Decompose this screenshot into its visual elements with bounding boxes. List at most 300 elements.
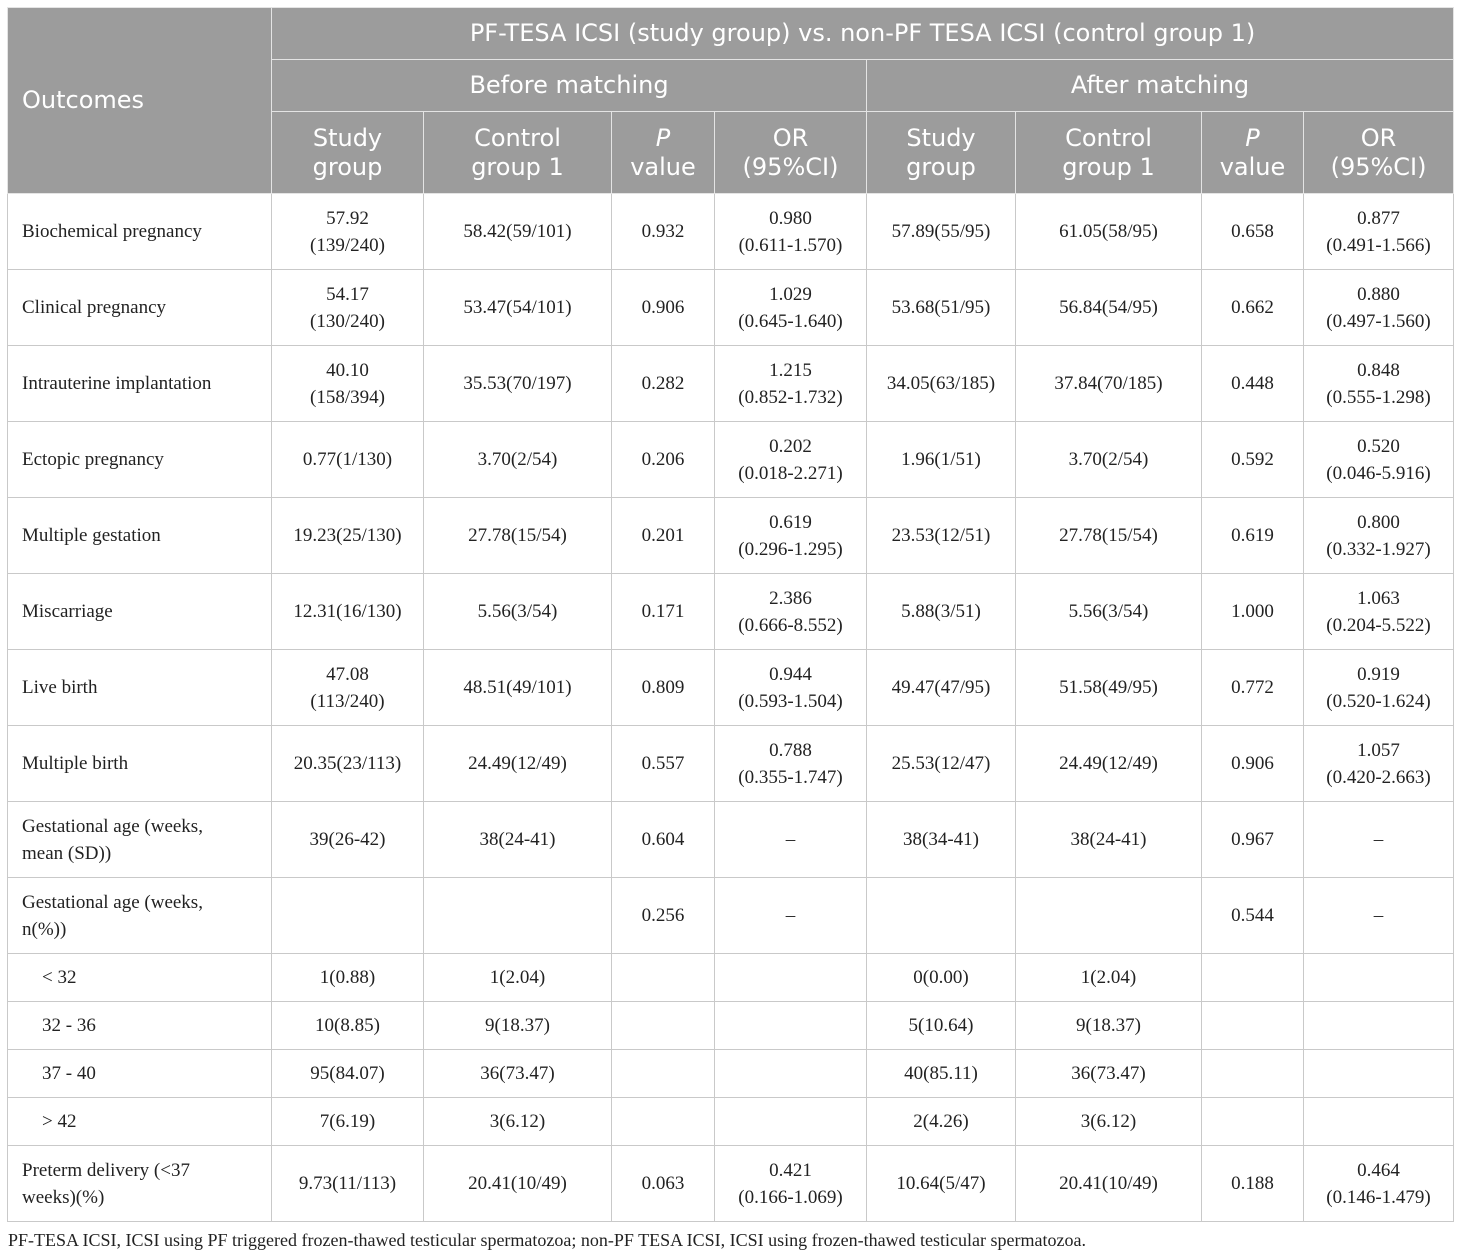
row-label: [8, 1098, 272, 1146]
cell-control-before: [424, 574, 612, 650]
cell-control-before: [424, 1002, 612, 1050]
cell-text: 0.919: [1357, 663, 1400, 685]
table-row: [8, 1002, 1454, 1050]
cell-text: 2.386: [769, 587, 812, 609]
cell-text: n(%)): [22, 918, 67, 940]
cell-study-before: [272, 574, 424, 650]
cell-text: 53.68(51/95): [891, 297, 991, 318]
cell-text: 1(0.88): [319, 967, 376, 988]
header-outcomes: Outcomes: [8, 8, 272, 194]
cell-text: 51.58(49/95): [1059, 677, 1158, 698]
cell-text: 0.658: [1231, 221, 1274, 242]
cell-text: 0(0.00): [913, 967, 969, 988]
row-label: [8, 1146, 272, 1222]
cell-text: 2(4.26): [913, 1111, 969, 1132]
cell-text: 20.41(10/49): [1059, 1173, 1158, 1194]
cell-text: 20.35(23/113): [293, 753, 402, 774]
cell-p-value-before: [612, 954, 715, 1002]
cell-text: 53.47(54/101): [463, 297, 572, 318]
row-label: [8, 574, 272, 650]
row-label: [8, 270, 272, 346]
cell-text: Multiple birth: [22, 753, 129, 774]
cell-text: 3(6.12): [489, 1111, 546, 1132]
cell-control-before: [424, 194, 612, 270]
header-or-after: OR (95%CI): [1304, 112, 1454, 194]
cell-or-after: [1304, 574, 1454, 650]
cell-study-after: [867, 1098, 1016, 1146]
cell-control-after: [1016, 802, 1202, 878]
cell-text: –: [1373, 905, 1384, 926]
cell-text: 1.063: [1357, 587, 1400, 609]
row-label: [8, 954, 272, 1002]
row-label: [8, 726, 272, 802]
cell-or-after: [1304, 878, 1454, 954]
cell-text: 0.520: [1357, 435, 1400, 457]
cell-text: 0.201: [641, 525, 685, 546]
cell-text: 10.64(5/47): [896, 1173, 986, 1194]
cell-p-value-before: [612, 346, 715, 422]
cell-or-before: [715, 650, 867, 726]
cell-text: 61.05(58/95): [1059, 221, 1158, 242]
cell-text: (0.666-8.552): [738, 614, 843, 636]
cell-text: 24.49(12/49): [1059, 753, 1158, 774]
cell-p-value-after: [1202, 878, 1304, 954]
cell-text: Gestational age (weeks,: [22, 891, 203, 913]
cell-control-after: [1016, 346, 1202, 422]
cell-text: (0.046-5.916): [1326, 462, 1431, 484]
header-or-before: OR (95%CI): [715, 112, 867, 194]
cell-control-before: [424, 1098, 612, 1146]
cell-p-value-before: [612, 422, 715, 498]
table-row: [8, 1098, 1454, 1146]
cell-control-before: [424, 1146, 612, 1222]
cell-p-value-before: [612, 1002, 715, 1050]
cell-control-after: [1016, 650, 1202, 726]
cell-p-value-after: [1202, 574, 1304, 650]
cell-text: 48.51(49/101): [463, 677, 572, 698]
cell-or-after: [1304, 194, 1454, 270]
cell-text: < 32: [42, 967, 77, 988]
cell-p-value-before: [612, 802, 715, 878]
cell-study-before: [272, 726, 424, 802]
cell-or-before: [715, 726, 867, 802]
cell-text: 0.880: [1357, 283, 1400, 305]
cell-study-before: [272, 1098, 424, 1146]
cell-p-value-after: [1202, 954, 1304, 1002]
cell-or-before: [715, 346, 867, 422]
cell-p-value-before: [612, 1098, 715, 1146]
cell-text: 0.592: [1231, 449, 1274, 470]
cell-text: 54.17: [326, 283, 369, 305]
cell-text: 35.53(70/197): [463, 373, 572, 394]
cell-control-before: [424, 422, 612, 498]
cell-text: 1.000: [1231, 601, 1274, 622]
cell-p-value-before: [612, 194, 715, 270]
cell-text: 0.848: [1357, 359, 1400, 381]
cell-text: 3.70(2/54): [477, 449, 558, 470]
cell-p-value-after: [1202, 498, 1304, 574]
cell-text: (0.018-2.271): [738, 462, 843, 484]
cell-text: 58.42(59/101): [463, 221, 572, 242]
table-body: [8, 194, 1454, 1222]
cell-study-before: [272, 802, 424, 878]
cell-control-before: [424, 498, 612, 574]
table-row: [8, 802, 1454, 878]
header-after-matching: After matching: [867, 60, 1454, 112]
cell-text: (113/240): [310, 690, 385, 712]
cell-text: 5.88(3/51): [901, 601, 981, 622]
cell-text: 3.70(2/54): [1068, 449, 1149, 470]
cell-text: 27.78(15/54): [1059, 525, 1158, 546]
table-row: [8, 954, 1454, 1002]
row-label: [8, 422, 272, 498]
header-control-group-before: Control group 1: [424, 112, 612, 194]
cell-control-after: [1016, 726, 1202, 802]
table-row: [8, 1050, 1454, 1098]
cell-control-before: [424, 346, 612, 422]
cell-text: 0.464: [1357, 1159, 1400, 1181]
cell-control-after: [1016, 1002, 1202, 1050]
cell-or-before: [715, 1002, 867, 1050]
cell-or-before: [715, 1098, 867, 1146]
row-label: [8, 1002, 272, 1050]
cell-study-after: [867, 574, 1016, 650]
cell-text: 3(6.12): [1080, 1111, 1137, 1132]
cell-text: 1.057: [1357, 739, 1400, 761]
cell-text: 0.788: [769, 739, 812, 761]
cell-p-value-after: [1202, 802, 1304, 878]
cell-text: 0.448: [1231, 373, 1274, 394]
cell-text: 0.421: [769, 1159, 812, 1181]
cell-or-after: [1304, 954, 1454, 1002]
cell-text: Ectopic pregnancy: [22, 449, 164, 470]
cell-text: 0.944: [769, 663, 812, 685]
cell-study-before: [272, 270, 424, 346]
cell-control-before: [424, 270, 612, 346]
cell-study-after: [867, 726, 1016, 802]
table-row: [8, 194, 1454, 270]
cell-text: 0.800: [1357, 511, 1400, 533]
outcomes-table: [7, 7, 1454, 1222]
cell-p-value-before: [612, 726, 715, 802]
cell-study-after: [867, 1146, 1016, 1222]
cell-text: 0.809: [641, 677, 685, 698]
cell-p-value-before: [612, 270, 715, 346]
cell-text: 5(10.64): [908, 1015, 974, 1036]
cell-text: 57.92: [326, 207, 369, 229]
cell-text: 25.53(12/47): [891, 753, 991, 774]
cell-or-before: [715, 270, 867, 346]
cell-or-after: [1304, 726, 1454, 802]
cell-text: 47.08: [326, 663, 369, 685]
cell-p-value-before: [612, 878, 715, 954]
row-label: [8, 498, 272, 574]
cell-text: Preterm delivery (<37: [22, 1159, 190, 1181]
cell-p-value-after: [1202, 650, 1304, 726]
header-control-group-after: Control group 1: [1016, 112, 1202, 194]
cell-text: 38(24-41): [1070, 829, 1147, 850]
cell-study-after: [867, 498, 1016, 574]
cell-text: 38(34-41): [903, 829, 979, 850]
cell-text: 1.96(1/51): [901, 449, 981, 470]
cell-text: Gestational age (weeks,: [22, 815, 203, 837]
cell-p-value-after: [1202, 194, 1304, 270]
header-p-value-before: P value: [612, 112, 715, 194]
cell-or-after: [1304, 1098, 1454, 1146]
cell-text: 7(6.19): [319, 1111, 376, 1132]
cell-study-after: [867, 802, 1016, 878]
cell-text: 12.31(16/130): [293, 601, 402, 622]
cell-text: 1.215: [769, 359, 812, 381]
cell-text: (0.645-1.640): [738, 310, 843, 332]
cell-study-after: [867, 422, 1016, 498]
cell-or-before: [715, 498, 867, 574]
header-study-group-before: Study group: [272, 112, 424, 194]
table-row: [8, 346, 1454, 422]
cell-p-value-after: [1202, 346, 1304, 422]
cell-or-before: [715, 954, 867, 1002]
table-row: [8, 422, 1454, 498]
cell-study-after: [867, 878, 1016, 954]
cell-control-after: [1016, 954, 1202, 1002]
cell-text: 0.604: [641, 829, 685, 850]
cell-text: 0.877: [1357, 207, 1400, 229]
cell-study-before: [272, 498, 424, 574]
cell-text: (0.420-2.663): [1326, 766, 1431, 788]
cell-text: –: [1373, 829, 1384, 850]
cell-text: (0.520-1.624): [1326, 690, 1431, 712]
cell-p-value-before: [612, 1050, 715, 1098]
cell-text: (0.497-1.560): [1326, 310, 1431, 332]
cell-text: 32 - 36: [42, 1015, 96, 1036]
cell-text: mean (SD)): [22, 842, 112, 864]
cell-p-value-after: [1202, 1146, 1304, 1222]
cell-or-after: [1304, 1002, 1454, 1050]
cell-or-after: [1304, 802, 1454, 878]
cell-text: 39(26-42): [309, 829, 386, 850]
cell-control-after: [1016, 1146, 1202, 1222]
cell-study-before: [272, 194, 424, 270]
cell-text: 0.171: [641, 601, 685, 622]
cell-p-value-after: [1202, 1002, 1304, 1050]
cell-text: 37 - 40: [42, 1063, 96, 1084]
cell-or-before: [715, 574, 867, 650]
cell-text: (130/240): [310, 310, 385, 332]
cell-p-value-after: [1202, 726, 1304, 802]
cell-text: 9(18.37): [485, 1015, 550, 1036]
cell-control-after: [1016, 1050, 1202, 1098]
cell-text: 23.53(12/51): [891, 525, 991, 546]
cell-or-after: [1304, 270, 1454, 346]
cell-text: 0.206: [641, 449, 685, 470]
cell-study-after: [867, 1050, 1016, 1098]
cell-text: 0.202: [769, 435, 812, 457]
table-row: [8, 498, 1454, 574]
cell-study-before: [272, 954, 424, 1002]
cell-text: Live birth: [22, 677, 98, 698]
row-label: [8, 802, 272, 878]
cell-control-after: [1016, 270, 1202, 346]
cell-p-value-before: [612, 574, 715, 650]
cell-text: 49.47(47/95): [891, 677, 991, 698]
cell-control-after: [1016, 1098, 1202, 1146]
cell-or-after: [1304, 1050, 1454, 1098]
cell-study-before: [272, 878, 424, 954]
cell-or-after: [1304, 346, 1454, 422]
cell-control-after: [1016, 574, 1202, 650]
cell-text: 0.619: [769, 511, 812, 533]
cell-control-after: [1016, 422, 1202, 498]
cell-text: 19.23(25/130): [293, 525, 402, 546]
cell-control-before: [424, 650, 612, 726]
cell-text: 1.029: [769, 283, 812, 305]
cell-study-after: [867, 270, 1016, 346]
cell-text: (0.355-1.747): [738, 766, 843, 788]
cell-study-before: [272, 650, 424, 726]
cell-study-after: [867, 650, 1016, 726]
cell-text: 20.41(10/49): [468, 1173, 567, 1194]
table-row: [8, 650, 1454, 726]
table-row: [8, 574, 1454, 650]
cell-text: 34.05(63/185): [886, 373, 996, 394]
cell-text: (0.611-1.570): [738, 234, 843, 256]
cell-or-before: [715, 1050, 867, 1098]
cell-or-before: [715, 194, 867, 270]
cell-text: 36(73.47): [480, 1063, 555, 1084]
cell-text: 0.063: [641, 1173, 685, 1194]
cell-text: 0.619: [1231, 525, 1274, 546]
cell-text: 0.662: [1231, 297, 1274, 318]
cell-text: 1(2.04): [489, 967, 546, 988]
cell-text: 0.544: [1231, 905, 1274, 926]
cell-text: 56.84(54/95): [1059, 297, 1158, 318]
cell-text: 5.56(3/54): [477, 601, 558, 622]
cell-text: (0.296-1.295): [738, 538, 843, 560]
cell-text: Intrauterine implantation: [22, 373, 212, 394]
cell-text: 10(8.85): [315, 1015, 380, 1036]
cell-control-after: [1016, 194, 1202, 270]
cell-text: –: [785, 905, 796, 926]
cell-text: (0.166-1.069): [738, 1186, 843, 1208]
row-label: [8, 194, 272, 270]
cell-control-before: [424, 802, 612, 878]
cell-control-before: [424, 954, 612, 1002]
cell-text: 0.906: [1231, 753, 1274, 774]
cell-text: (0.555-1.298): [1326, 386, 1431, 408]
cell-p-value-after: [1202, 270, 1304, 346]
cell-or-before: [715, 1146, 867, 1222]
cell-text: weeks)(%): [22, 1186, 105, 1208]
cell-text: 0.932: [641, 221, 685, 242]
cell-text: 0.77(1/130): [302, 449, 393, 470]
header-before-matching: Before matching: [272, 60, 867, 112]
table-footnote: PF-TESA ICSI, ICSI using PF triggered frozen-thawed testicular spermatozoa; non-PF TESA ICSI, ICSI using frozen-thawed testicular spermatozoa.: [8, 1230, 1086, 1250]
cell-or-after: [1304, 422, 1454, 498]
cell-control-before: [424, 878, 612, 954]
cell-text: 0.188: [1231, 1173, 1274, 1194]
cell-or-after: [1304, 650, 1454, 726]
header-p-value-after: P value: [1202, 112, 1304, 194]
cell-text: (158/394): [310, 386, 385, 408]
cell-text: (0.332-1.927): [1326, 538, 1431, 560]
row-label: [8, 346, 272, 422]
cell-study-before: [272, 1050, 424, 1098]
cell-control-before: [424, 1050, 612, 1098]
cell-study-after: [867, 954, 1016, 1002]
cell-text: (0.146-1.479): [1326, 1186, 1431, 1208]
cell-text: Biochemical pregnancy: [22, 221, 202, 242]
cell-study-before: [272, 1002, 424, 1050]
cell-or-after: [1304, 498, 1454, 574]
cell-text: 36(73.47): [1071, 1063, 1146, 1084]
cell-text: (139/240): [310, 234, 385, 256]
cell-or-before: [715, 422, 867, 498]
cell-text: Multiple gestation: [22, 525, 161, 546]
cell-text: 0.906: [641, 297, 685, 318]
cell-text: Clinical pregnancy: [22, 297, 167, 318]
cell-text: 9.73(11/113): [298, 1173, 397, 1194]
cell-text: 38(24-41): [479, 829, 556, 850]
cell-text: 0.282: [641, 373, 685, 394]
table-row: [8, 726, 1454, 802]
cell-text: (0.204-5.522): [1326, 614, 1431, 636]
cell-p-value-before: [612, 498, 715, 574]
row-label: [8, 878, 272, 954]
cell-or-before: [715, 878, 867, 954]
header-study-group-after: Study group: [867, 112, 1016, 194]
cell-study-after: [867, 194, 1016, 270]
cell-text: 27.78(15/54): [468, 525, 567, 546]
cell-text: –: [785, 829, 796, 850]
cell-text: 57.89(55/95): [891, 221, 991, 242]
cell-text: (0.852-1.732): [738, 386, 843, 408]
cell-text: 5.56(3/54): [1068, 601, 1149, 622]
cell-control-before: [424, 726, 612, 802]
cell-text: 0.256: [641, 905, 685, 926]
cell-text: 1(2.04): [1080, 967, 1137, 988]
header-group-title: PF-TESA ICSI (study group) vs. non-PF TESA ICSI (control group 1): [272, 8, 1454, 60]
cell-p-value-after: [1202, 422, 1304, 498]
cell-text: 0.557: [641, 753, 685, 774]
cell-control-after: [1016, 498, 1202, 574]
cell-p-value-before: [612, 1146, 715, 1222]
table-row: [8, 878, 1454, 954]
cell-or-after: [1304, 1146, 1454, 1222]
cell-study-after: [867, 346, 1016, 422]
cell-text: > 42: [42, 1111, 77, 1132]
cell-p-value-after: [1202, 1098, 1304, 1146]
cell-text: (0.593-1.504): [738, 690, 843, 712]
cell-p-value-before: [612, 650, 715, 726]
table-header: [8, 8, 1454, 194]
cell-text: 95(84.07): [310, 1063, 385, 1084]
cell-study-before: [272, 1146, 424, 1222]
cell-study-before: [272, 346, 424, 422]
cell-text: 40(85.11): [904, 1063, 978, 1084]
cell-or-before: [715, 802, 867, 878]
cell-text: 0.967: [1231, 829, 1274, 850]
cell-control-after: [1016, 878, 1202, 954]
cell-text: (0.491-1.566): [1326, 234, 1431, 256]
cell-p-value-after: [1202, 1050, 1304, 1098]
cell-text: 0.980: [769, 207, 812, 229]
cell-text: 9(18.37): [1076, 1015, 1141, 1036]
row-label: [8, 1050, 272, 1098]
cell-text: Miscarriage: [22, 601, 113, 622]
row-label: [8, 650, 272, 726]
table-row: [8, 1146, 1454, 1222]
cell-text: 24.49(12/49): [468, 753, 567, 774]
